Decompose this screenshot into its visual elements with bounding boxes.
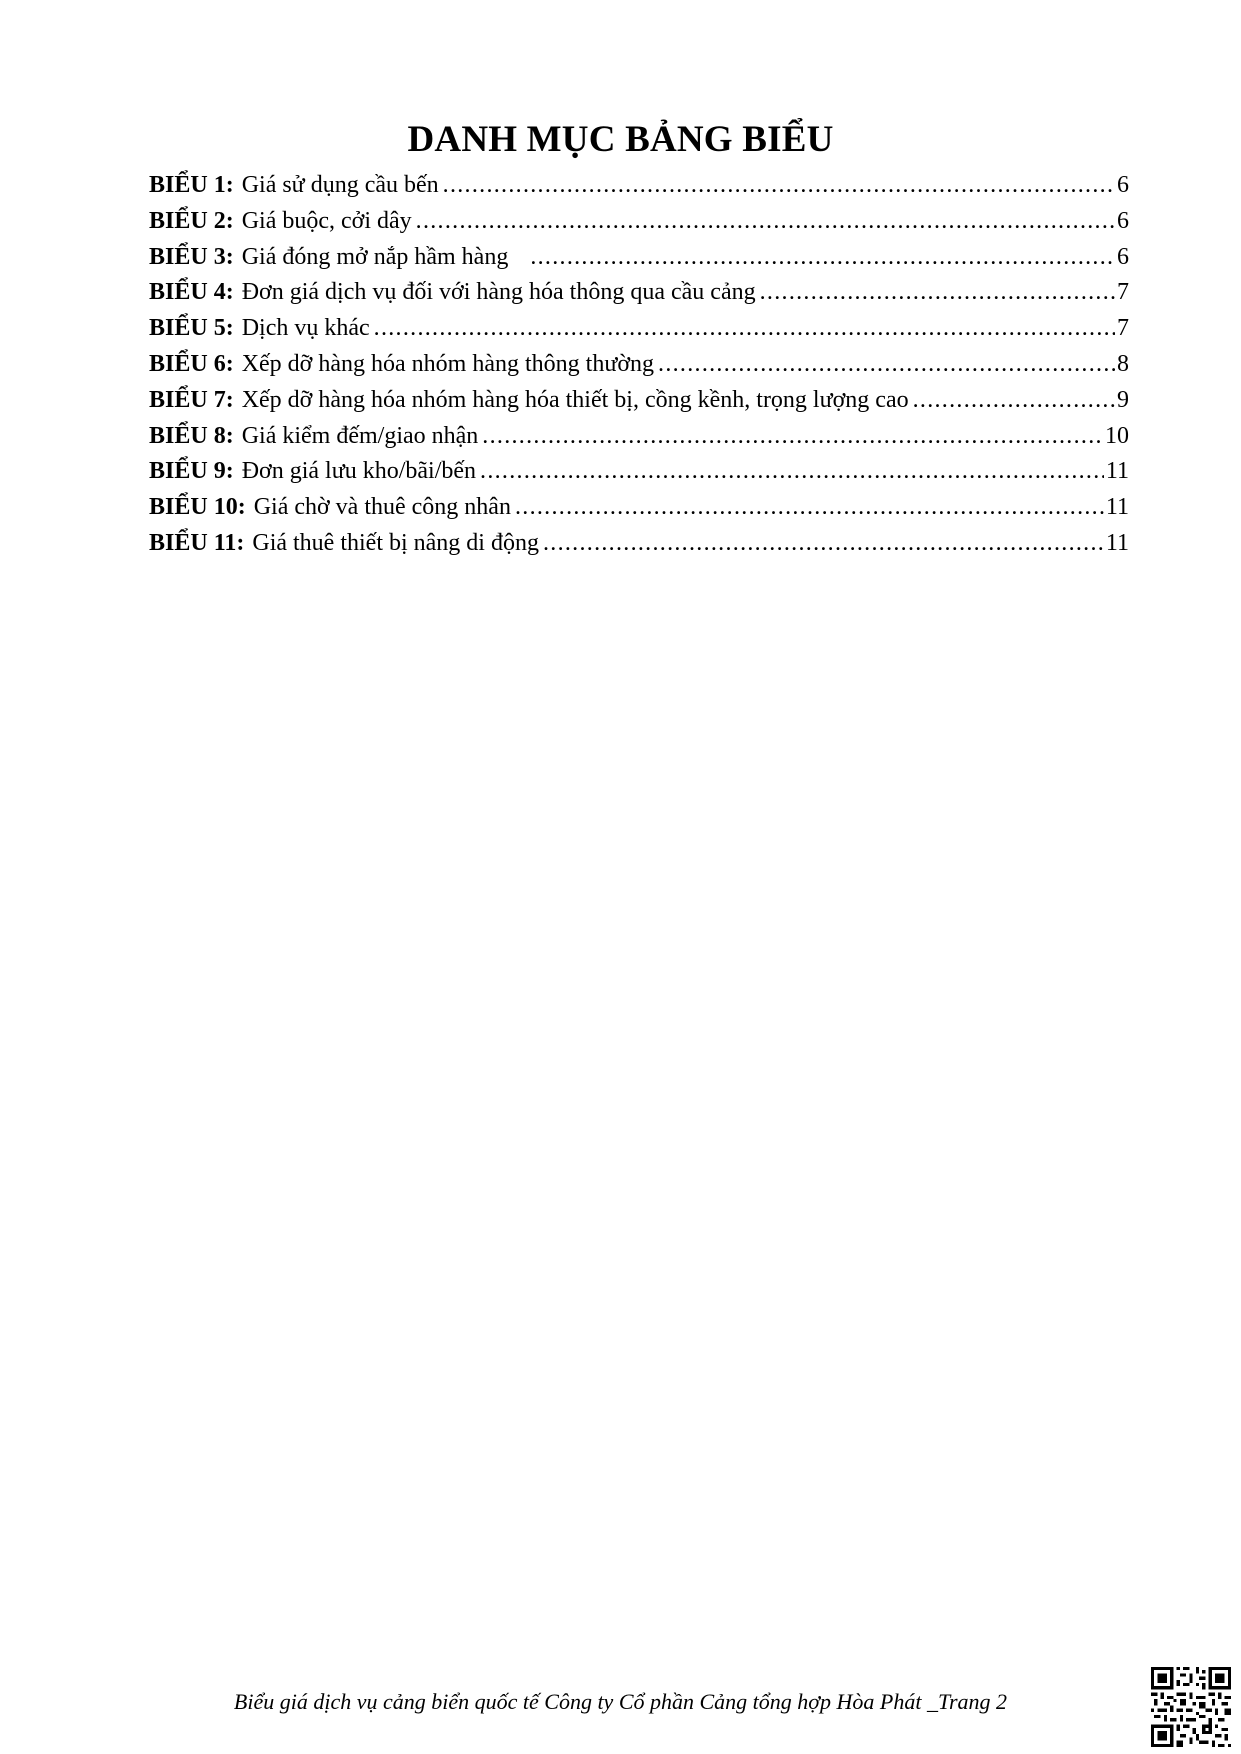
toc-dot-leader — [913, 383, 1115, 419]
toc-dot-leader — [482, 419, 1103, 455]
toc-entry-page: 6 — [1117, 172, 1129, 198]
toc-entry-label: BIỂU 8: — [149, 422, 234, 449]
page-footer: Biểu giá dịch vụ cảng biển quốc tế Công ty Cổ phần Cảng tổng hợp Hòa Phát _Trang 2 — [233, 1689, 1008, 1714]
toc-dot-leader — [760, 275, 1115, 311]
toc-dot-leader — [530, 240, 1115, 276]
toc-dot-leader — [374, 311, 1115, 347]
toc-entry-page: 6 — [1117, 243, 1129, 270]
toc-entry[interactable] — [149, 454, 1129, 490]
table-of-contents — [149, 168, 1129, 562]
toc-entry-title: Giá buộc, cởi dây — [241, 207, 412, 234]
toc-entry-label: BIỂU 6: — [149, 350, 234, 377]
toc-entry-label: BIỂU 4: — [149, 279, 234, 306]
toc-entry-label: BIỂU 9: — [149, 458, 234, 485]
toc-dot-leader — [658, 347, 1115, 383]
toc-entry-label: BIỂU 10: — [149, 494, 246, 521]
toc-entry-page: 10 — [1105, 422, 1129, 449]
toc-dot-leader — [480, 454, 1104, 490]
toc-entry-label: BIỂU 1: — [149, 172, 234, 198]
toc-entry-label: BIỂU 7: — [149, 386, 234, 413]
toc-entry-label: BIỂU 2: — [149, 207, 234, 234]
toc-entry-page: 7 — [1117, 279, 1129, 306]
toc-entry[interactable] — [149, 204, 1129, 240]
toc-entry-page: 9 — [1117, 386, 1129, 413]
toc-entry[interactable] — [149, 168, 1129, 204]
toc-entry-title: Xếp dỡ hàng hóa nhóm hàng hóa thiết bị, cồng kềnh, trọng lượng cao — [241, 386, 909, 413]
toc-entry[interactable] — [149, 311, 1129, 347]
toc-entry-page: 11 — [1105, 529, 1129, 556]
toc-entry-page: 11 — [1105, 494, 1129, 521]
toc-entry-title: Giá đóng mở nắp hầm hàng — [241, 243, 509, 270]
page-title: DANH MỤC BẢNG BIỂU — [407, 119, 834, 160]
toc-dot-leader — [416, 204, 1115, 240]
toc-entry-page: 8 — [1117, 350, 1129, 377]
toc-dot-leader — [543, 526, 1104, 562]
toc-entry-label: BIỂU 11: — [149, 529, 245, 556]
toc-entry-title: Giá chờ và thuê công nhân — [253, 494, 511, 521]
toc-entry-page: 11 — [1105, 458, 1129, 485]
toc-entry[interactable] — [149, 275, 1129, 311]
toc-dot-leader — [443, 168, 1115, 204]
toc-dot-leader — [515, 490, 1104, 526]
toc-entry-title: Giá sử dụng cầu bến — [241, 172, 439, 198]
toc-entry[interactable] — [149, 526, 1129, 562]
toc-entry[interactable] — [149, 240, 1129, 276]
toc-entry-label: BIỂU 5: — [149, 315, 234, 342]
toc-entry-title: Đơn giá dịch vụ đối với hàng hóa thông qua cầu cảng — [241, 279, 756, 306]
toc-entry-title: Đơn giá lưu kho/bãi/bến — [241, 458, 477, 485]
toc-entry-title: Giá thuê thiết bị nâng di động — [252, 529, 539, 556]
toc-entry-page: 6 — [1117, 207, 1129, 234]
toc-entry-title: Dịch vụ khác — [241, 315, 370, 342]
toc-entry[interactable] — [149, 490, 1129, 526]
toc-entry[interactable] — [149, 419, 1129, 455]
toc-entry-title: Xếp dỡ hàng hóa nhóm hàng thông thường — [241, 350, 655, 377]
toc-entry[interactable] — [149, 347, 1129, 383]
qr-code-icon — [1151, 1667, 1231, 1747]
toc-entry-label: BIỂU 3: — [149, 243, 234, 270]
toc-entry[interactable] — [149, 383, 1129, 419]
toc-entry-page: 7 — [1117, 315, 1129, 342]
toc-entry-title: Giá kiểm đếm/giao nhận — [241, 422, 479, 449]
